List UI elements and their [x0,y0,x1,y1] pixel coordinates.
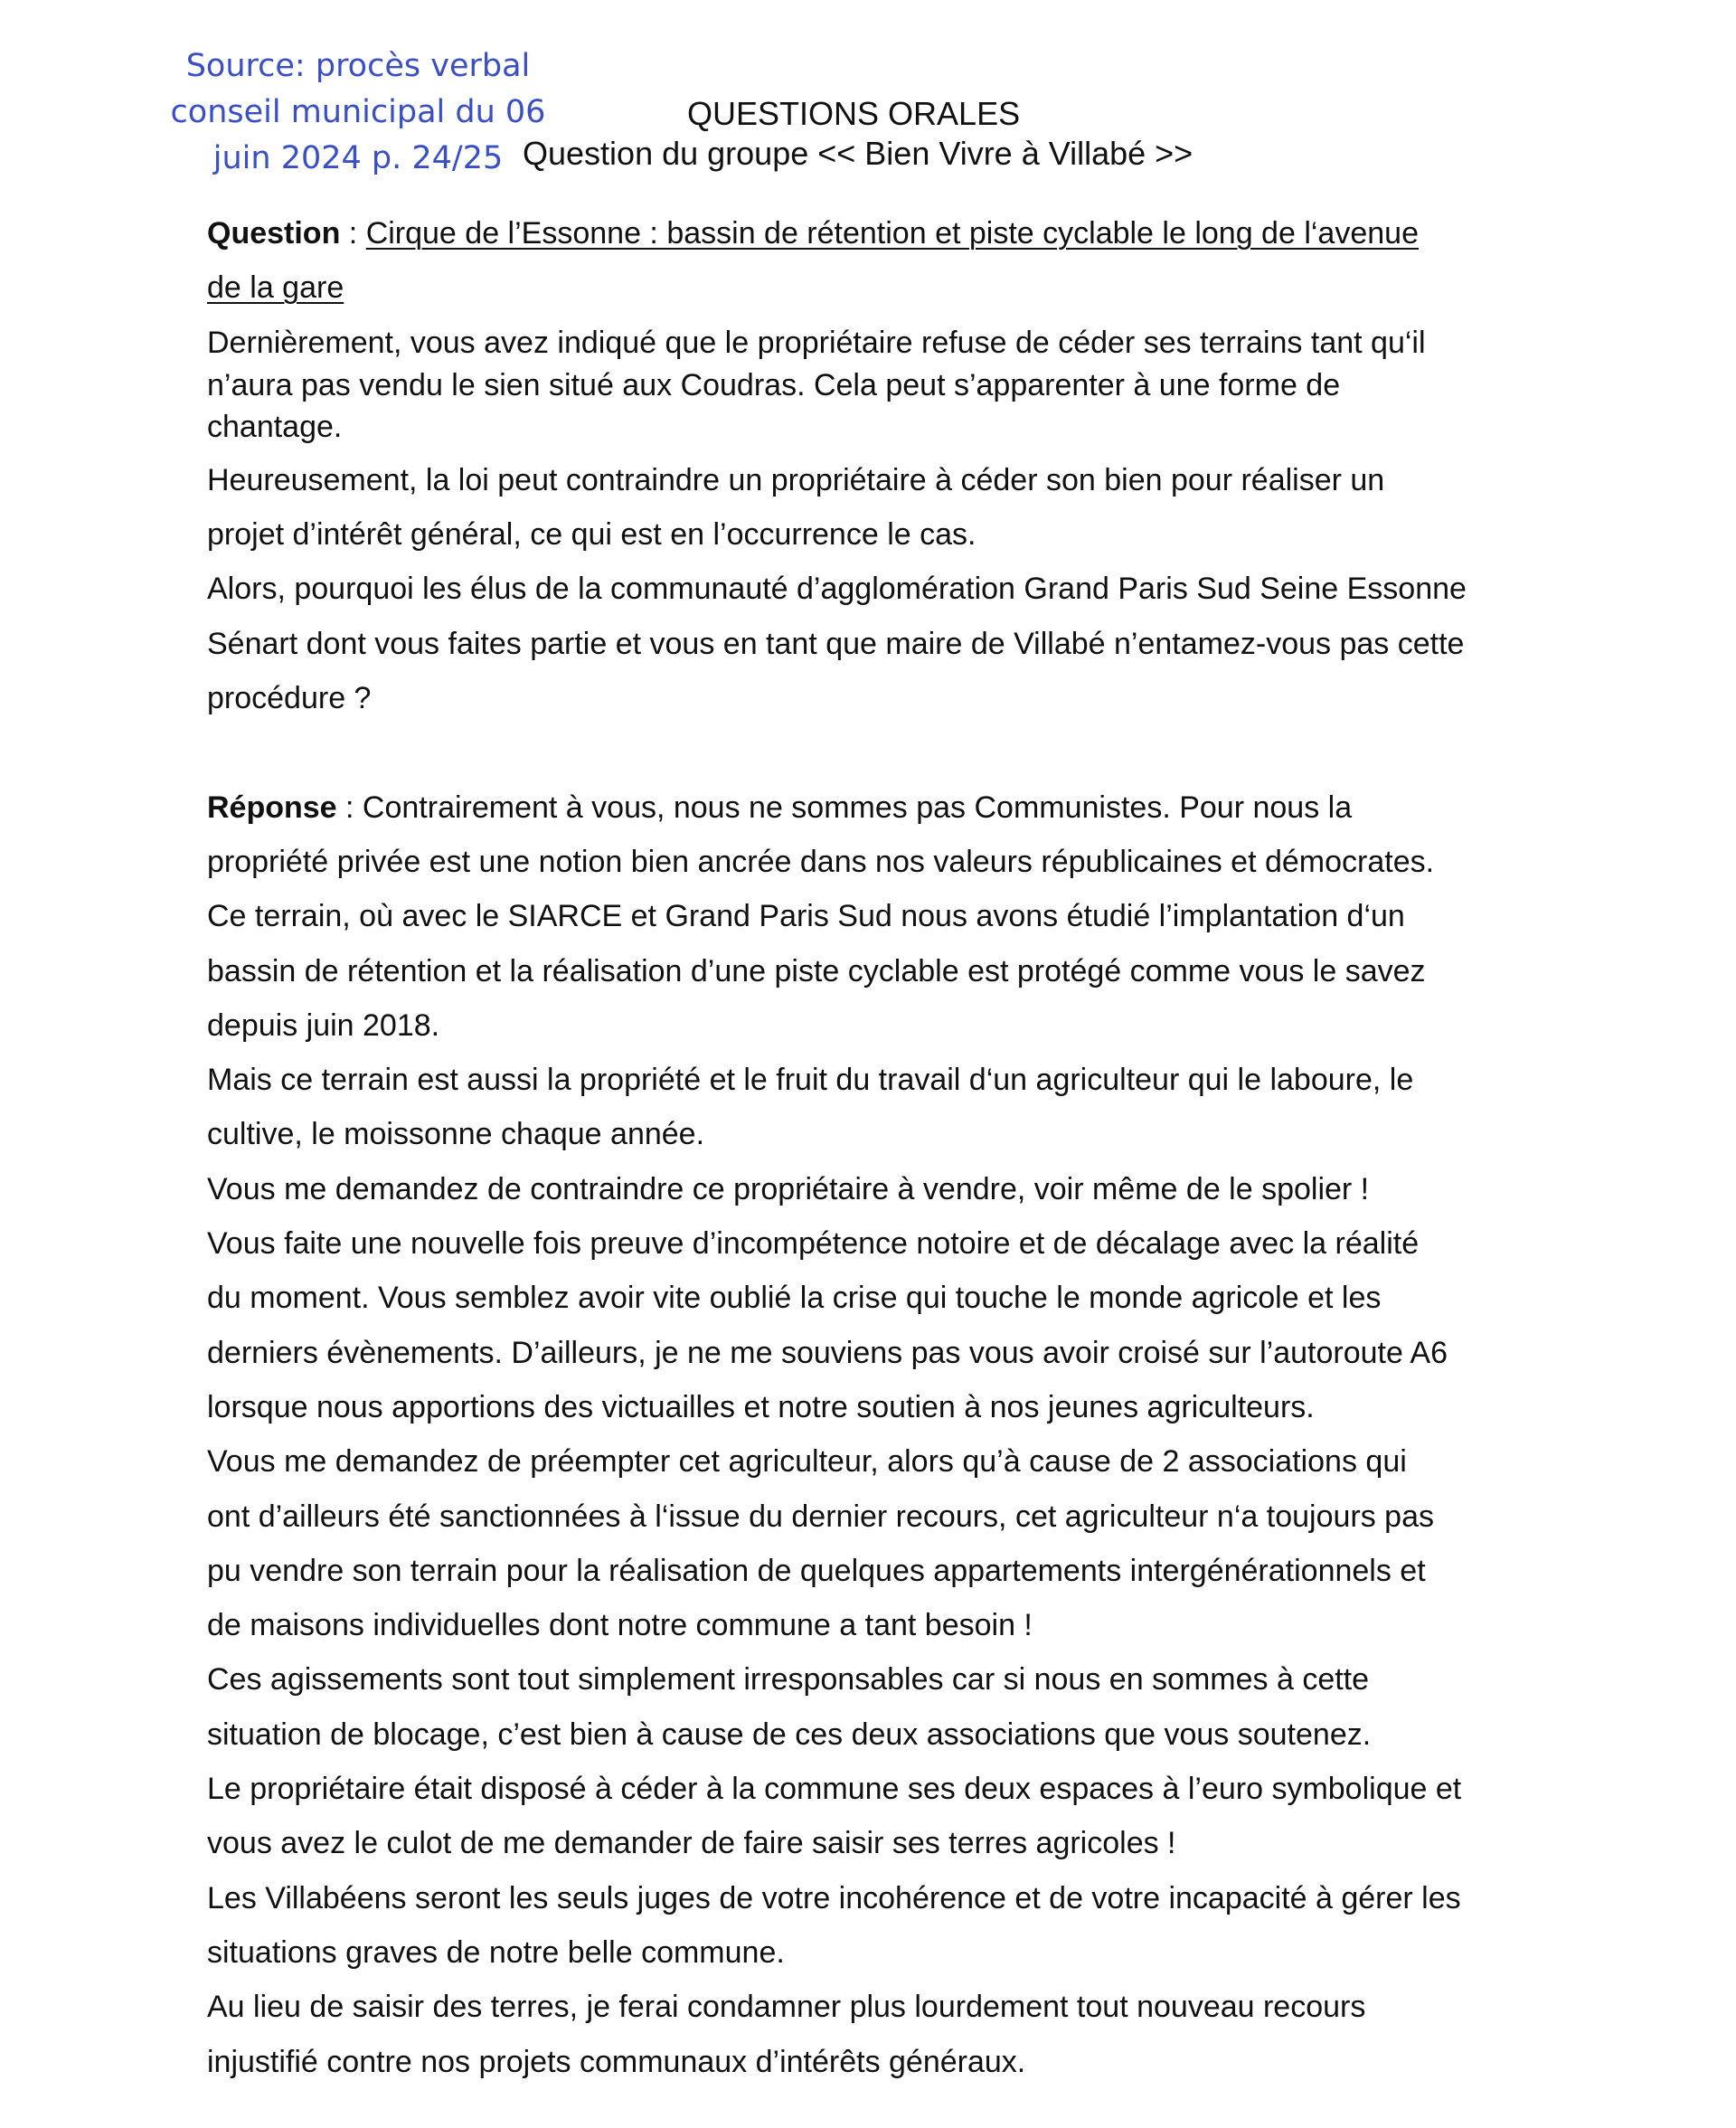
question-text-line: n’aura pas vendu le sien situé aux Coudras. Cela peut s’apparenter à une forme de [207,367,1341,402]
question-text-line: projet d’intérêt général, ce qui est en l’occurrence le cas. [207,517,976,553]
question-text-line: Dernièrement, vous avez indiqué que le propriétaire refuse de céder ses terrains tant qu‘il [207,325,1426,360]
response-text-line: injustifié contre nos projets communaux d’intérêts généraux. [207,2044,1026,2079]
question-text-line: Sénart dont vous faites partie et vous en tant que maire de Villabé n’entamez-vous pas cette [207,626,1465,661]
response-text-line: situation de blocage, c’est bien à cause de ces deux associations que vous soutenez. [207,1717,1372,1752]
question-text-line: procédure ? [207,681,372,716]
source-note-line-2: conseil municipal du 06 [170,94,546,130]
question-text-line: Alors, pourquoi les élus de la communauté d’agglomération Grand Paris Sud Seine Essonne [207,572,1467,607]
section-spacer [207,725,1563,780]
question-separator: : [340,216,366,251]
question-subject-line-1: Cirque de l’Essonne : bassin de rétention et piste cyclable le long de l‘avenue [365,216,1419,251]
response-text-line: Les Villabéens seront les seuls juges de votre incohérence et de votre incapacité à gérer les [207,1880,1461,1915]
response-label: Réponse [207,790,337,825]
response-text-line: depuis juin 2018. [207,1007,440,1043]
response-text-line: bassin de rétention et la réalisation d’une piste cyclable est protégé comme vous le savez [207,953,1426,988]
response-text-line: ont d’ailleurs été sanctionnées à l‘issue du dernier recours, cet agriculteur n‘a toujours pas [207,1499,1434,1534]
source-note [168,43,548,182]
response-heading-line [207,780,1563,835]
response-text-line: Le propriétaire était disposé à céder à la commune ses deux espaces à l’euro symbolique et [207,1772,1462,1807]
question-text-line: Heureusement, la loi peut contraindre un propriétaire à céder son bien pour réaliser un [207,462,1385,497]
source-note-line-1: Source: procès verbal [185,48,531,84]
response-text-line: de maisons individuelles dont notre commune a tant besoin ! [207,1608,1033,1643]
response-text-line: Ces agissements sont tout simplement irresponsables car si nous en sommes à cette [207,1662,1370,1698]
response-text-line: Vous me demandez de préempter cet agriculteur, alors qu’à cause de 2 associations qui [207,1444,1407,1480]
question-subject-line-2: de la gare [207,270,344,306]
response-text-line: derniers évènements. D’ailleurs, je ne me souviens pas vous avoir croisé sur l’autoroute A6 [207,1335,1448,1370]
question-label: Question [207,216,341,251]
document-body [207,206,1563,2089]
response-text-line: pu vendre son terrain pour la réalisation de quelques appartements intergénérationnels et [207,1553,1426,1588]
response-text-line: situations graves de notre belle commune. [207,1934,785,1970]
response-text-line: Ce terrain, où avec le SIARCE et Grand Paris Sud nous avons étudié l’implantation d‘un [207,899,1405,934]
page-subtitle: Question du groupe << Bien Vivre à Villabé >> [523,135,1194,172]
response-text-line: Vous me demandez de contraindre ce propriétaire à vendre, voir même de le spolier ! [207,1171,1370,1206]
response-text-line: vous avez le culot de me demander de faire saisir ses terres agricoles ! [207,1826,1176,1861]
response-first-line: : Contrairement à vous, nous ne sommes pas Communistes. Pour nous la [336,790,1353,825]
response-text-line: cultive, le moissonne chaque année. [207,1117,705,1152]
page-title: QUESTIONS ORALES [687,95,1021,132]
response-text-line: lorsque nous apportions des victuailles et notre soutien à nos jeunes agriculteurs. [207,1389,1315,1424]
response-text-line: du moment. Vous semblez avoir vite oublié la crise qui touche le monde agricole et les [207,1281,1382,1316]
question-heading-line [207,206,1563,260]
response-text-line: Vous faite une nouvelle fois preuve d’incompétence notoire et de décalage avec la réalité [207,1226,1420,1262]
response-text-line: propriété privée est une notion bien ancrée dans nos valeurs républicaines et démocrates. [207,844,1435,879]
source-note-line-3: juin 2024 p. 24/25 [212,140,504,176]
question-subject-line-2-row [207,260,1563,315]
question-text-line: chantage. [207,409,343,444]
response-text-line: Au lieu de saisir des terres, je ferai condamner plus lourdement tout nouveau recours [207,1990,1366,2025]
response-text-line: Mais ce terrain est aussi la propriété et le fruit du travail d‘un agriculteur qui le laboure, le [207,1063,1414,1098]
